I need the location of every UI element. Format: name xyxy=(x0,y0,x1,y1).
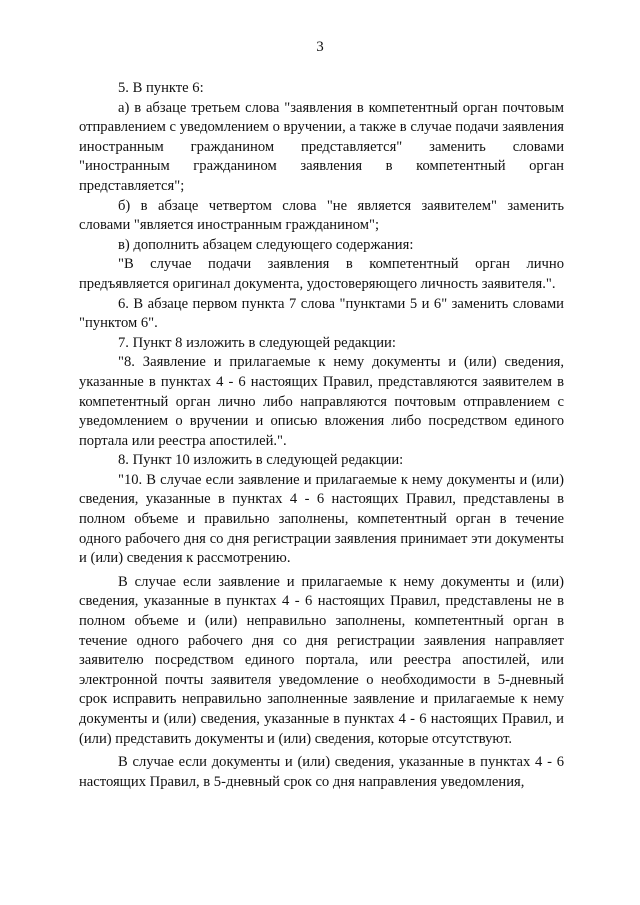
paragraph-item-7-header: 7. Пункт 8 изложить в следующей редакции: xyxy=(118,334,396,351)
paragraph-subitem-v: в) дополнить абзацем следующего содержания: xyxy=(118,236,414,253)
paragraph-subitem-b: б) в абзаце четвертом слова "не является заявителем" заменить словами "является иностранным гражданином"; xyxy=(79,197,564,234)
paragraph-quoted-point-8: "8. Заявление и прилагаемые к нему документы и (или) сведения, указанные в пунктах 4 - 6 настоящих Правил, представляются заявителем в компетентный орган лично либо направляются почтовым отправлением с уведомлением о вручении и описью вложения либо посредством единого портала или реестра апостилей.". xyxy=(79,354,564,449)
paragraph-incomplete-case: В случае если заявление и прилагаемые к нему документы и (или) сведения, указанные в пунктах 4 - 6 настоящих Правил, представлены не в полном объеме и (или) неправильно заполнены, компетентный орган в течение одного рабочего дня со дня регистрации заявления направляет заявителю посредством единого портала, или реестра апостилей, или электронной почты заявителя уведомление о необходимости в 5-дневный срок исправить неправильно заполненные заявление и прилагаемые к нему документы и (или) сведения, указанные в пунктах 4 - 6 настоящих Правил, и (или) представить документы и (или) сведения, которые отсутствуют. xyxy=(79,573,564,747)
paragraph-quoted-addition: "В случае подачи заявления в компетентный орган лично предъявляется оригинал документа, удостоверяющего личность заявителя.". xyxy=(79,256,564,292)
paragraph-deadline-case: В случае если документы и (или) сведения, указанные в пунктах 4 - 6 настоящих Правил, в 5-дневный срок со дня направления уведомления, xyxy=(79,754,564,790)
document-body xyxy=(79,79,564,792)
paragraph-item-8-header: 8. Пункт 10 изложить в следующей редакции: xyxy=(118,452,404,469)
paragraph-subitem-a: а) в абзаце третьем слова "заявления в компетентный орган почтовым отправлением с уведомлением о вручении, а также в случае подачи заявления иностранным гражданином представляется" заменить словами "иностранным гражданином заявления в компетентный орган представляется"; xyxy=(79,99,564,194)
paragraph-item-6: 6. В абзаце первом пункта 7 слова "пунктами 5 и 6" заменить словами "пунктом 6". xyxy=(79,295,564,332)
paragraph-item-5-header: 5. В пункте 6: xyxy=(118,80,204,96)
page-number: 3 xyxy=(316,39,324,55)
paragraph-quoted-point-10: "10. В случае если заявление и прилагаемые к нему документы и (или) сведения, указанные в пунктах 4 - 6 настоящих Правил, представлены в полном объеме и правильно заполнены, компетентный орган в течение одного рабочего дня со дня регистрации заявления принимает эти документы и (или) сведения к рассмотрению. xyxy=(79,471,564,567)
